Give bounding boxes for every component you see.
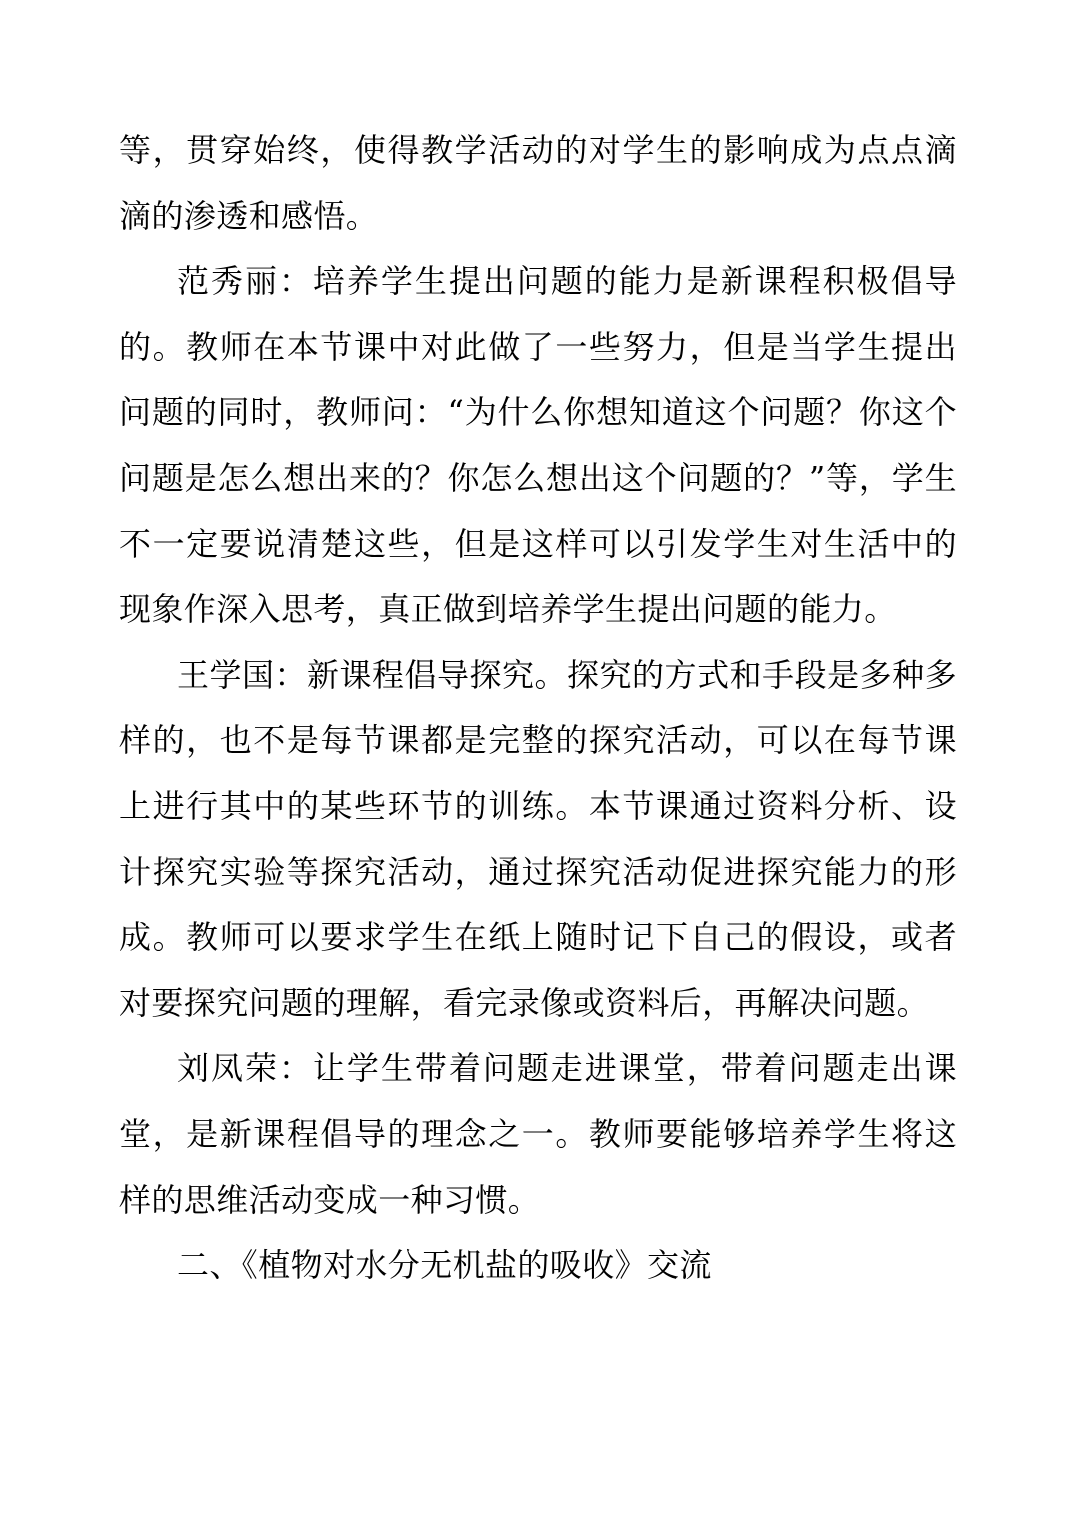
section-heading-plant-absorption-exchange: 二、《植物对水分无机盐的吸收》交流 xyxy=(177,1246,712,1285)
document-body xyxy=(119,118,957,1299)
paragraph-wang-xueguo-comment: 王学国：新课程倡导探究。探究的方式和手段是多种多样的，也不是每节课都是完整的探究活动，可以在每节课上进行其中的某些环节的训练。本节课通过资料分析、设计探究实验等探究活动，通过探究活动促进探究能力的形成。教师可以要求学生在纸上随时记下自己的假设，或者对要探究问题的理解，看完录像或资料后，再解决问题。 xyxy=(119,655,957,1022)
paragraph-continuation: 等，贯穿始终，使得教学活动的对学生的影响成为点点滴滴的渗透和感悟。 xyxy=(119,131,957,235)
paragraph-fan-xiuli-comment: 范秀丽：培养学生提出问题的能力是新课程积极倡导的。教师在本节课中对此做了一些努力，但是当学生提出问题的同时，教师问：“为什么你想知道这个问题？你这个问题是怎么想出来的？你怎么想出这个问题的？”等，学生不一定要说清楚这些，但是这样可以引发学生对生活中的现象作深入思考，真正做到培养学生提出问题的能力。 xyxy=(119,262,957,629)
paragraph-liu-fengrong-comment: 刘凤荣：让学生带着问题走进课堂，带着问题走出课堂，是新课程倡导的理念之一。教师要能够培养学生将这样的思维活动变成一种习惯。 xyxy=(119,1049,957,1219)
